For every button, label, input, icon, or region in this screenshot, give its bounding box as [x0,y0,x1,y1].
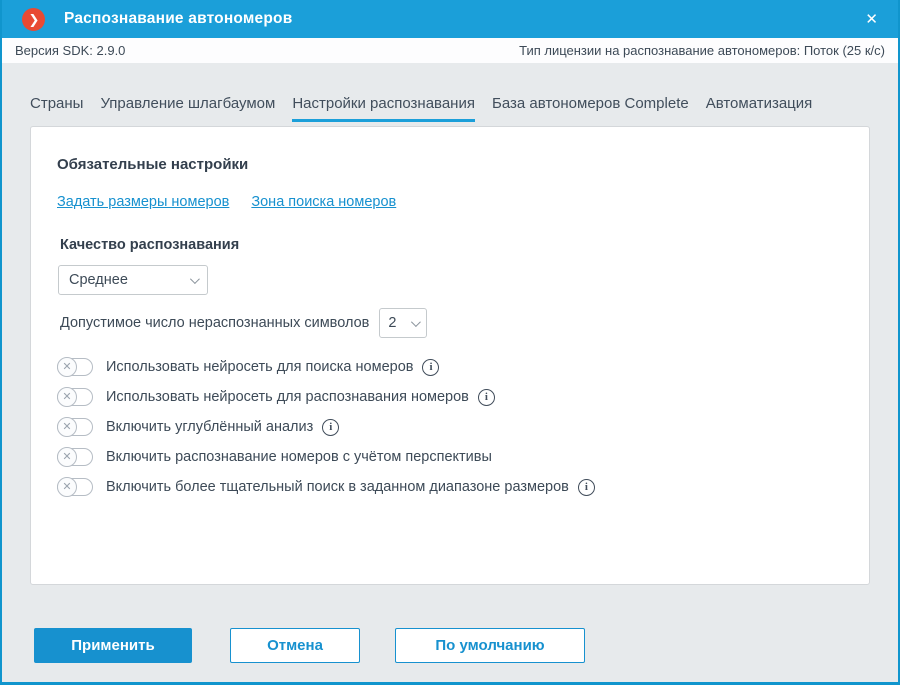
tab-strany[interactable]: Страны [30,95,84,112]
toggle-off-x-icon: ✕ [57,357,77,377]
toggle-off-x-icon: ✕ [57,387,77,407]
toggle-deep-analysis[interactable] [57,418,93,436]
toggle-row [57,382,843,412]
links-row [57,194,843,210]
toggle-label: Включить углублённый анализ [106,419,314,435]
chevron-down-icon [190,274,200,284]
unrecognized-chars-select[interactable] [379,308,427,338]
info-icon[interactable]: i [478,389,495,406]
close-icon[interactable]: ✕ [865,11,878,28]
cancel-button[interactable]: Отмена [230,628,360,663]
toggle-use-nn-plate-search[interactable] [57,358,93,376]
toggle-use-nn-plate-recognition[interactable] [57,388,93,406]
quality-label: Качество распознавания [60,237,240,253]
tab-strip [30,95,898,122]
window-title: Распознавание автономеров [64,10,293,27]
toggle-row [57,442,843,472]
unrecognized-chars-label: Допустимое число нераспознанных символов [60,315,370,331]
license-type-label: Тип лицензии на распознавание автономеров: Поток (25 к/с) [519,43,885,58]
toggle-row [57,412,843,442]
title-bar [2,0,898,38]
unrecognized-chars-value: 2 [388,315,397,331]
logo-chevron-icon: ❯ [28,11,40,27]
info-bar [2,38,898,63]
footer-button-bar [34,628,585,663]
toggle-off-x-icon: ✕ [57,417,77,437]
unrecognized-chars-row [60,308,843,338]
settings-panel [30,126,870,585]
toggle-list [57,352,843,502]
app-logo-icon [22,8,45,31]
defaults-button[interactable]: По умолчанию [395,628,585,663]
quality-select-value: Среднее [69,272,128,288]
apply-button[interactable]: Применить [34,628,192,663]
toggle-row [57,472,843,502]
toggle-label: Включить более тщательный поиск в заданном диапазоне размеров [106,479,569,495]
link-set-plate-sizes[interactable]: Задать размеры номеров [57,194,230,210]
tab-baza-avtonomerov-complete[interactable]: База автономеров Complete [491,95,689,112]
toggle-label: Использовать нейросеть для распознавания номеров [106,389,469,405]
sdk-version-label: Версия SDK: 2.9.0 [15,43,126,58]
link-plate-search-zone[interactable]: Зона поиска номеров [251,194,397,210]
info-icon[interactable]: i [422,359,439,376]
toggle-perspective-recognition[interactable] [57,448,93,466]
toggle-label: Использовать нейросеть для поиска номеров [106,359,414,375]
tab-upravlenie-shlagbaumom[interactable]: Управление шлагбаумом [100,95,276,112]
toggle-off-x-icon: ✕ [57,477,77,497]
toggle-off-x-icon: ✕ [57,447,77,467]
info-icon[interactable]: i [578,479,595,496]
tab-avtomatizatsiya[interactable]: Автоматизация [705,95,813,112]
quality-select[interactable] [58,265,208,295]
section-heading: Обязательные настройки [57,156,249,173]
chevron-down-icon [411,317,421,327]
info-icon[interactable]: i [322,419,339,436]
tab-nastroyki-raspoznavaniya[interactable]: Настройки распознавания [292,95,475,122]
toggle-label: Включить распознавание номеров с учётом перспективы [106,449,492,465]
toggle-row [57,352,843,382]
toggle-thorough-size-range-search[interactable] [57,478,93,496]
